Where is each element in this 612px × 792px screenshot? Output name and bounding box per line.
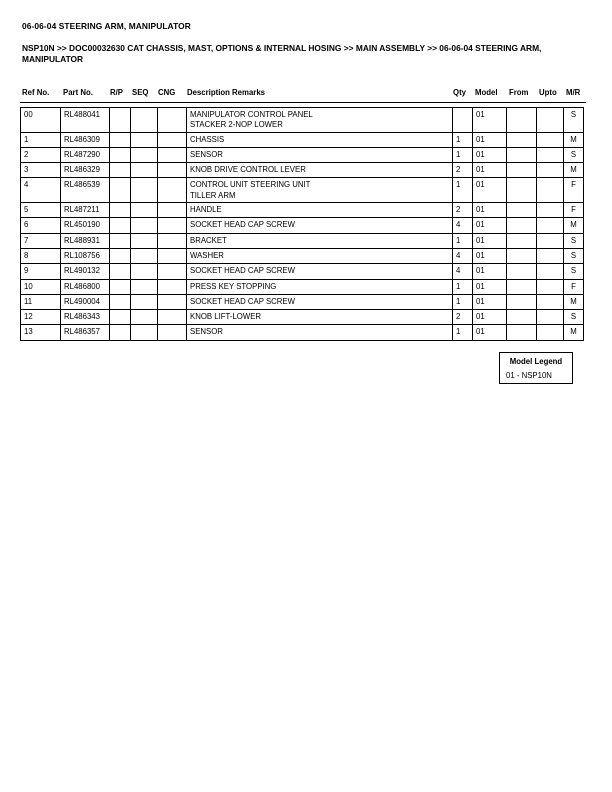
part-no-cell: RL450190	[61, 218, 110, 233]
part-no-cell: RL486800	[61, 279, 110, 294]
mr-cell: S	[564, 233, 584, 248]
rp-cell	[110, 203, 131, 218]
table-row	[21, 147, 584, 162]
rp-cell	[110, 233, 131, 248]
seq-cell	[131, 264, 158, 279]
table-row	[21, 279, 584, 294]
from-cell	[507, 178, 537, 203]
table-row	[21, 294, 584, 309]
from-cell	[507, 147, 537, 162]
seq-cell	[131, 279, 158, 294]
model-cell: 01	[473, 294, 507, 309]
mr-cell: F	[564, 203, 584, 218]
description-text: KNOB LIFT-LOWER	[190, 312, 262, 322]
seq-cell	[131, 147, 158, 162]
qty-cell: 1	[453, 132, 473, 147]
seq-cell	[131, 178, 158, 203]
model-cell: 01	[473, 325, 507, 340]
mr-cell: S	[564, 147, 584, 162]
description-text: CONTROL UNIT STEERING UNIT	[190, 180, 311, 190]
model-legend-title: Model Legend	[509, 357, 563, 366]
description-text: SOCKET HEAD CAP SCREW	[190, 266, 295, 276]
model-cell: 01	[473, 178, 507, 203]
table-row	[21, 132, 584, 147]
from-cell	[507, 279, 537, 294]
table-row	[21, 178, 584, 203]
ref-no-cell: 10	[21, 279, 61, 294]
upto-cell	[537, 294, 564, 309]
column-header-seq: SEQ	[132, 88, 149, 97]
description-text: WASHER	[190, 250, 224, 260]
upto-cell	[537, 132, 564, 147]
column-header-upto: Upto	[539, 88, 557, 97]
part-no-cell: RL488041	[61, 108, 110, 133]
ref-no-cell: 7	[21, 233, 61, 248]
description-cell	[187, 178, 453, 203]
part-no-cell: RL488931	[61, 233, 110, 248]
rp-cell	[110, 108, 131, 133]
rp-cell	[110, 132, 131, 147]
rp-cell	[110, 310, 131, 325]
model-cell: 01	[473, 264, 507, 279]
model-cell: 01	[473, 108, 507, 133]
model-cell: 01	[473, 248, 507, 263]
description-text: KNOB DRIVE CONTROL LEVER	[190, 165, 306, 175]
description-text: HANDLE	[190, 205, 222, 215]
part-no-cell: RL490132	[61, 264, 110, 279]
qty-cell: 4	[453, 248, 473, 263]
column-header-rp: R/P	[110, 88, 123, 97]
qty-cell: 4	[453, 264, 473, 279]
mr-cell: M	[564, 218, 584, 233]
cng-cell	[158, 264, 187, 279]
description-cell	[187, 279, 453, 294]
qty-cell: 1	[453, 325, 473, 340]
table-row	[21, 310, 584, 325]
seq-cell	[131, 233, 158, 248]
cng-cell	[158, 147, 187, 162]
ref-no-cell: 4	[21, 178, 61, 203]
table-header	[20, 88, 586, 100]
part-no-cell: RL487211	[61, 203, 110, 218]
breadcrumb: NSP10N >> DOC00032630 CAT CHASSIS, MAST, OPTIONS & INTERNAL HOSING >> MAIN ASSEMBLY >> 06-06-04 STEERING ARM, MANIPULATOR	[22, 43, 542, 64]
description-text: SOCKET HEAD CAP SCREW	[190, 220, 295, 230]
description-cell	[187, 147, 453, 162]
description-text: CHASSIS	[190, 134, 225, 144]
qty-cell: 1	[453, 233, 473, 248]
seq-cell	[131, 108, 158, 133]
column-header-mr: M/R	[566, 88, 581, 97]
upto-cell	[537, 163, 564, 178]
from-cell	[507, 163, 537, 178]
from-cell	[507, 248, 537, 263]
table-row	[21, 264, 584, 279]
description-cell	[187, 218, 453, 233]
table-row	[21, 108, 584, 133]
ref-no-cell: 8	[21, 248, 61, 263]
qty-cell: 4	[453, 218, 473, 233]
parts-table	[20, 107, 584, 341]
cng-cell	[158, 233, 187, 248]
table-row	[21, 248, 584, 263]
column-header-from: From	[509, 88, 529, 97]
from-cell	[507, 233, 537, 248]
seq-cell	[131, 325, 158, 340]
description-cell	[187, 310, 453, 325]
column-header-model: Model	[475, 88, 498, 97]
from-cell	[507, 310, 537, 325]
description-cell	[187, 233, 453, 248]
cng-cell	[158, 108, 187, 133]
cng-cell	[158, 203, 187, 218]
description-text: SOCKET HEAD CAP SCREW	[190, 296, 295, 306]
mr-cell: S	[564, 248, 584, 263]
table-row	[21, 203, 584, 218]
rp-cell	[110, 264, 131, 279]
cng-cell	[158, 279, 187, 294]
remark-text: STACKER 2-NOP LOWER	[190, 120, 283, 130]
ref-no-cell: 13	[21, 325, 61, 340]
upto-cell	[537, 218, 564, 233]
model-cell: 01	[473, 310, 507, 325]
cng-cell	[158, 218, 187, 233]
description-cell	[187, 264, 453, 279]
mr-cell: S	[564, 310, 584, 325]
model-cell: 01	[473, 233, 507, 248]
rp-cell	[110, 294, 131, 309]
seq-cell	[131, 294, 158, 309]
description-text: SENSOR	[190, 327, 223, 337]
part-no-cell: RL486329	[61, 163, 110, 178]
description-cell	[187, 294, 453, 309]
rp-cell	[110, 325, 131, 340]
mr-cell: M	[564, 325, 584, 340]
description-cell	[187, 132, 453, 147]
model-cell: 01	[473, 218, 507, 233]
upto-cell	[537, 325, 564, 340]
ref-no-cell: 5	[21, 203, 61, 218]
qty-cell: 2	[453, 163, 473, 178]
from-cell	[507, 294, 537, 309]
mr-cell: M	[564, 294, 584, 309]
ref-no-cell: 2	[21, 147, 61, 162]
header-divider	[20, 102, 586, 103]
from-cell	[507, 203, 537, 218]
description-cell	[187, 248, 453, 263]
from-cell	[507, 264, 537, 279]
upto-cell	[537, 248, 564, 263]
part-no-cell: RL487290	[61, 147, 110, 162]
part-no-cell: RL486357	[61, 325, 110, 340]
model-cell: 01	[473, 279, 507, 294]
part-no-cell: RL490004	[61, 294, 110, 309]
part-no-cell: RL486343	[61, 310, 110, 325]
upto-cell	[537, 310, 564, 325]
from-cell	[507, 325, 537, 340]
table-row	[21, 325, 584, 340]
seq-cell	[131, 203, 158, 218]
cng-cell	[158, 132, 187, 147]
column-header-description: Description Remarks	[187, 88, 265, 97]
cng-cell	[158, 248, 187, 263]
description-text: MANIPULATOR CONTROL PANEL	[190, 110, 313, 119]
upto-cell	[537, 147, 564, 162]
description-text: PRESS KEY STOPPING	[190, 281, 277, 291]
cng-cell	[158, 178, 187, 203]
ref-no-cell: 1	[21, 132, 61, 147]
table-row	[21, 218, 584, 233]
rp-cell	[110, 178, 131, 203]
description-cell	[187, 325, 453, 340]
parts-table-body	[21, 108, 584, 341]
ref-no-cell: 6	[21, 218, 61, 233]
qty-cell: 1	[453, 178, 473, 203]
seq-cell	[131, 248, 158, 263]
ref-no-cell: 3	[21, 163, 61, 178]
cng-cell	[158, 294, 187, 309]
mr-cell: M	[564, 163, 584, 178]
seq-cell	[131, 132, 158, 147]
rp-cell	[110, 279, 131, 294]
description-text: SENSOR	[190, 149, 223, 159]
description-text: BRACKET	[190, 235, 227, 245]
seq-cell	[131, 310, 158, 325]
ref-no-cell: 00	[21, 108, 61, 133]
mr-cell: F	[564, 178, 584, 203]
qty-cell	[453, 108, 473, 133]
rp-cell	[110, 248, 131, 263]
part-no-cell: RL486309	[61, 132, 110, 147]
seq-cell	[131, 218, 158, 233]
model-legend-item: 01 - NSP10N	[506, 371, 552, 380]
qty-cell: 1	[453, 294, 473, 309]
column-header-part-no: Part No.	[63, 88, 93, 97]
qty-cell: 2	[453, 310, 473, 325]
table-row	[21, 163, 584, 178]
description-cell	[187, 203, 453, 218]
page-title: 06-06-04 STEERING ARM, MANIPULATOR	[22, 21, 191, 31]
upto-cell	[537, 279, 564, 294]
qty-cell: 2	[453, 203, 473, 218]
rp-cell	[110, 147, 131, 162]
column-header-cng: CNG	[158, 88, 176, 97]
upto-cell	[537, 108, 564, 133]
rp-cell	[110, 163, 131, 178]
from-cell	[507, 132, 537, 147]
cng-cell	[158, 325, 187, 340]
upto-cell	[537, 203, 564, 218]
model-legend	[499, 352, 573, 384]
upto-cell	[537, 233, 564, 248]
mr-cell: S	[564, 108, 584, 133]
column-header-ref-no: Ref No.	[22, 88, 50, 97]
table-row	[21, 233, 584, 248]
model-cell: 01	[473, 147, 507, 162]
ref-no-cell: 12	[21, 310, 61, 325]
column-header-qty: Qty	[453, 88, 466, 97]
from-cell	[507, 218, 537, 233]
mr-cell: F	[564, 279, 584, 294]
part-no-cell: RL486539	[61, 178, 110, 203]
ref-no-cell: 9	[21, 264, 61, 279]
cng-cell	[158, 310, 187, 325]
upto-cell	[537, 264, 564, 279]
ref-no-cell: 11	[21, 294, 61, 309]
rp-cell	[110, 218, 131, 233]
mr-cell: M	[564, 132, 584, 147]
mr-cell: S	[564, 264, 584, 279]
description-cell	[187, 163, 453, 178]
cng-cell	[158, 163, 187, 178]
seq-cell	[131, 163, 158, 178]
qty-cell: 1	[453, 279, 473, 294]
remark-text: TILLER ARM	[190, 190, 236, 200]
qty-cell: 1	[453, 147, 473, 162]
description-cell	[187, 108, 453, 133]
model-cell: 01	[473, 203, 507, 218]
from-cell	[507, 108, 537, 133]
part-no-cell: RL108756	[61, 248, 110, 263]
model-cell: 01	[473, 163, 507, 178]
upto-cell	[537, 178, 564, 203]
model-cell: 01	[473, 132, 507, 147]
